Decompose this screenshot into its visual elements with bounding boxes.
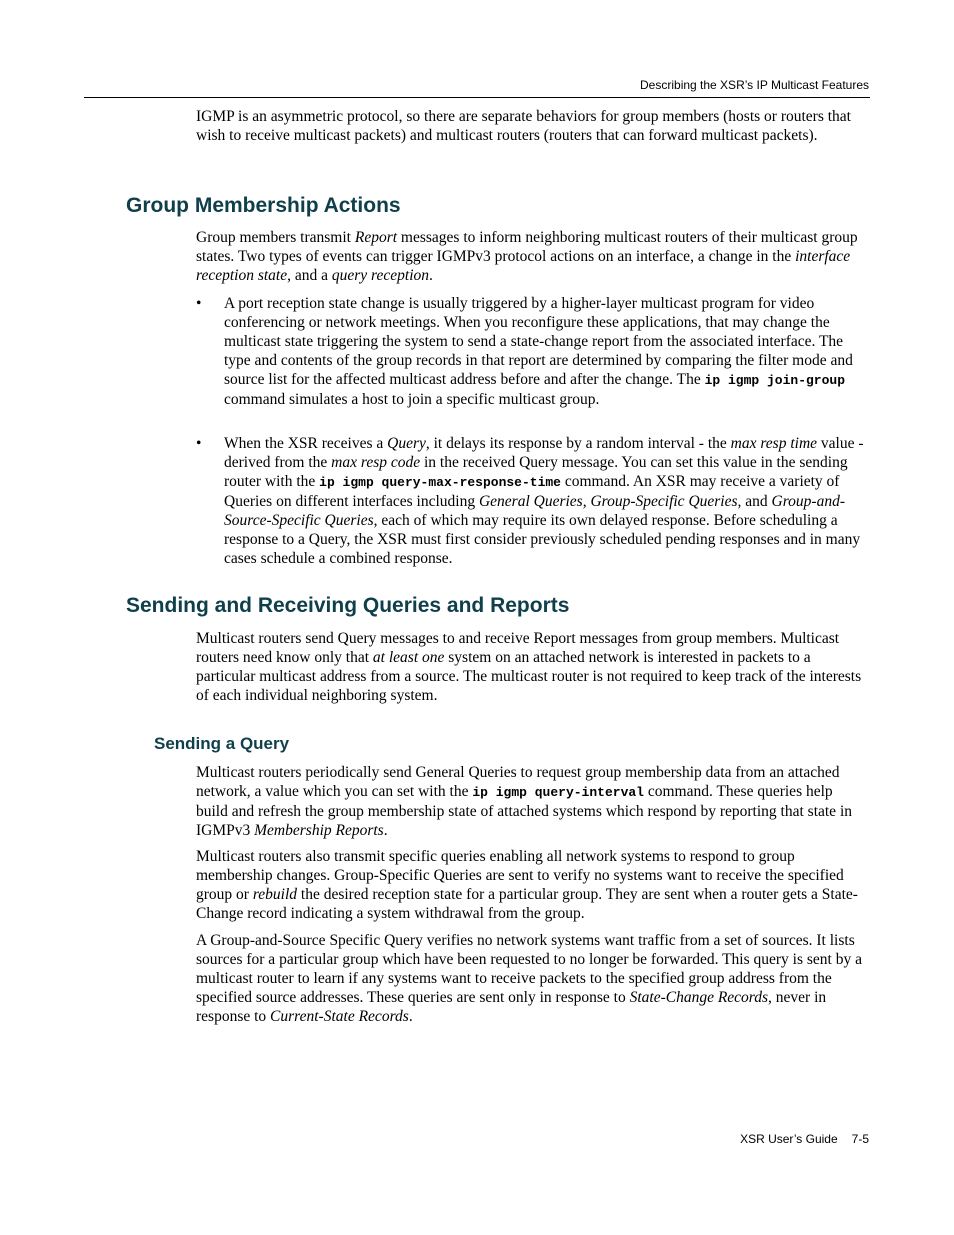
italic-term: query reception bbox=[331, 267, 429, 284]
text-run: Multicast routers send Query messages to and receive Report messages from group members. Multicast routers need know only that bbox=[196, 630, 840, 666]
italic-term: General Queries, Group-Specific Queries, bbox=[478, 493, 742, 510]
text-run: A Group-and-Source Specific Query verifies no network systems want traffic from a set of sources. It lists sources for a particular group which have been requested to no longer be forwarded. This query is sent by a multicast router to learn if any systems want to receive packets to the specified group address from the specified source addresses. These queries are sent only in response to bbox=[196, 932, 862, 1006]
italic-term: rebuild bbox=[252, 886, 298, 903]
text-run: in the received Query message. You can set this value in the sending router with the bbox=[224, 454, 848, 490]
section-heading-group-membership: Group Membership Actions bbox=[126, 194, 401, 217]
subsection-paragraph-2-block bbox=[196, 847, 868, 923]
header-rule bbox=[84, 97, 870, 98]
text-run: Group members transmit bbox=[196, 229, 355, 246]
section2-paragraph-block bbox=[196, 629, 868, 705]
subsection-paragraph-1 bbox=[196, 763, 868, 840]
section-heading-queries-reports: Sending and Receiving Queries and Reports bbox=[126, 594, 570, 617]
bullet-text bbox=[224, 294, 868, 409]
running-header: Describing the XSR’s IP Multicast Features bbox=[640, 78, 869, 92]
text-run: messages to inform neighboring multicast routers of their multicast group states. Two types of events can trigger IGMPv3 protocol actions on an interface, a change in the bbox=[196, 229, 858, 265]
inline-command: ip igmp query-interval bbox=[472, 785, 644, 800]
text-run: When the XSR receives a bbox=[224, 435, 388, 452]
text-run: , each of which may require its own delayed response. Before scheduling a response to a Query, the XSR must first consider previously scheduled pending responses and in many cases schedule a combined response. bbox=[224, 512, 861, 567]
bullet-text bbox=[224, 434, 868, 568]
text-run: . bbox=[429, 267, 433, 284]
italic-term: State-Change Records bbox=[629, 989, 769, 1006]
subsection-paragraph-3 bbox=[196, 931, 868, 1026]
italic-term: Membership Reports bbox=[254, 822, 384, 839]
italic-term: Report bbox=[354, 229, 398, 246]
inline-command: ip igmp join-group bbox=[704, 373, 846, 388]
text-run: , it delays its response by a random interval - the bbox=[425, 435, 731, 452]
intro-paragraph: IGMP is an asymmetric protocol, so there are separate behaviors for group members (hosts or routers that wish to receive multicast packets) and multicast routers (routers that can forward multicast packets). bbox=[196, 108, 851, 144]
inline-command: ip igmp query-max-response-time bbox=[319, 475, 561, 490]
text-run: , never in response to bbox=[196, 989, 827, 1025]
section1-paragraph-block bbox=[196, 228, 868, 285]
text-run: value - derived from the bbox=[224, 435, 864, 471]
text-run: . bbox=[408, 1008, 413, 1025]
italic-term: Query bbox=[387, 435, 426, 452]
italic-term: at least one bbox=[372, 649, 445, 666]
italic-term: max resp time bbox=[730, 435, 818, 452]
section2-paragraph bbox=[196, 629, 868, 705]
bullet-item-port-reception bbox=[196, 294, 868, 409]
text-run: command. An XSR may receive a variety of Queries on different interfaces including bbox=[224, 473, 840, 510]
text-run: . bbox=[383, 822, 388, 839]
subsection-paragraph-1-block bbox=[196, 763, 868, 840]
page-footer bbox=[740, 1132, 869, 1146]
text-run: and bbox=[741, 493, 772, 510]
section1-paragraph bbox=[196, 228, 868, 285]
subsection-paragraph-2 bbox=[196, 847, 868, 923]
text-run: A port reception state change is usually triggered by a higher-layer multicast program for video conferencing or network meetings. When you reconfigure these applications, that may change the multicast state triggering the system to send a state-change report from the associated interface. The type and contents of the group records in that report are determined by comparing the filter mode and source list for the affected multicast address before and after the change. The bbox=[224, 295, 853, 388]
footer-guide-title: XSR User’s Guide bbox=[740, 1132, 838, 1146]
italic-term: max resp code bbox=[331, 454, 421, 471]
subsection-heading-sending-query: Sending a Query bbox=[154, 734, 290, 753]
text-run: system on an attached network is interested in packets to a particular multicast address from a source. The multicast router is not required to keep track of the interests of each individual neighboring system. bbox=[196, 649, 862, 704]
text-run: the desired reception state for a particular group. They are sent when a router gets a State-Change record indicating a system withdrawal from the group. bbox=[196, 886, 858, 922]
bullet-marker: • bbox=[196, 295, 202, 312]
italic-term: Group-and-Source-Specific Queries bbox=[224, 493, 846, 529]
text-run: command simulates a host to join a specific multicast group. bbox=[224, 391, 600, 408]
text-run: Multicast routers also transmit specific queries enabling all network systems to respond to group membership changes. Group-Specific Queries are sent to verify no systems want to receive the specified group or bbox=[196, 848, 844, 903]
italic-term: Current-State Records bbox=[270, 1008, 409, 1025]
bullet-item-query-response bbox=[196, 434, 868, 568]
text-run: Multicast routers periodically send General Queries to request group membership data from an attached network, a value which you can set with the bbox=[196, 764, 840, 800]
text-run: , and a bbox=[287, 267, 332, 284]
footer-page-number: 7-5 bbox=[851, 1132, 869, 1146]
subsection-paragraph-3-block bbox=[196, 931, 868, 1026]
intro-paragraph-block bbox=[196, 107, 868, 145]
italic-term: interface reception state bbox=[196, 248, 851, 284]
text-run: command. These queries help build and refresh the group membership state of attached systems which respond by reporting that state in IGMPv3 bbox=[196, 783, 852, 839]
bullet-marker: • bbox=[196, 435, 202, 452]
